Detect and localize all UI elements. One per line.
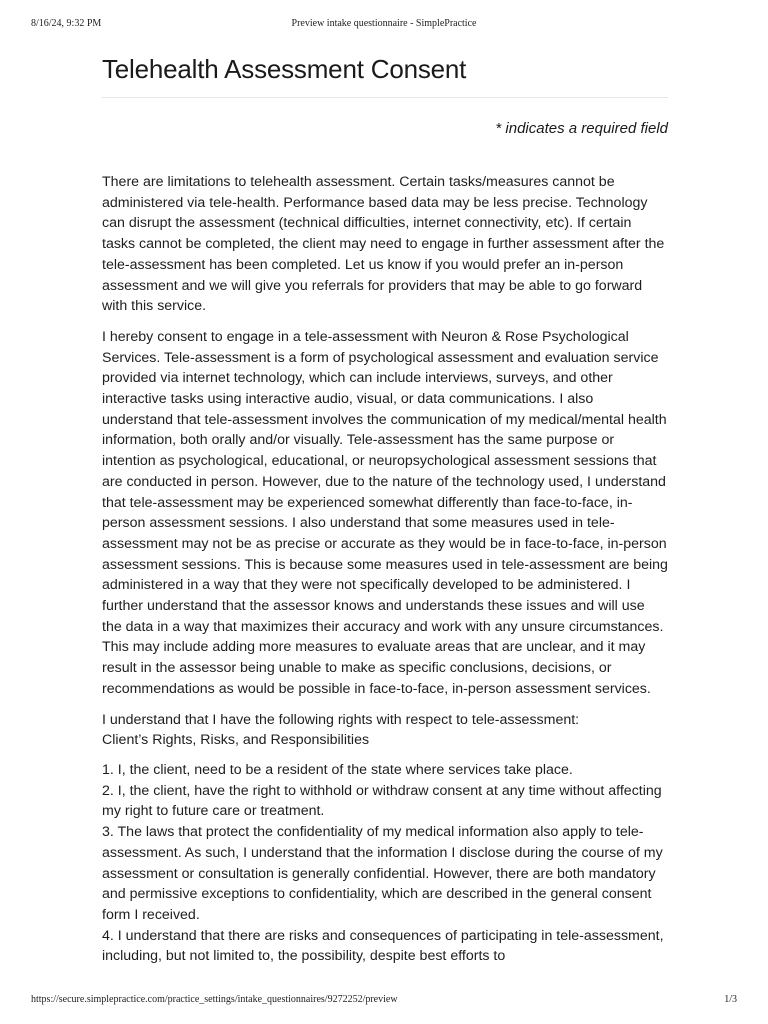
- rights-intro-line: I understand that I have the following rights with respect to tele-assessment:: [102, 711, 580, 728]
- rights-list: [102, 760, 668, 967]
- required-field-note: * indicates a required field: [495, 120, 668, 137]
- page-number: 1/3: [724, 994, 737, 1005]
- rights-heading: Client’s Rights, Risks, and Responsibilities: [102, 732, 370, 749]
- print-header: [31, 18, 737, 32]
- print-url: https://secure.simplepractice.com/practice_settings/intake_questionnaires/9272252/preview: [31, 994, 398, 1005]
- consent-form: [102, 52, 668, 967]
- rights-intro: [102, 710, 668, 751]
- print-document-title: Preview intake questionnaire - SimplePractice: [291, 18, 477, 29]
- rights-list-item: 4. I understand that there are risks and consequences of participating in tele-assessment, including, but not limited to, the possibility, despite best efforts to: [102, 927, 664, 965]
- title-divider: [102, 97, 668, 98]
- page-title: Telehealth Assessment Consent: [102, 54, 467, 84]
- rights-list-item: 1. I, the client, need to be a resident of the state where services take place.: [102, 761, 573, 778]
- consent-paragraph: I hereby consent to engage in a tele-assessment with Neuron & Rose Psychological Services. Tele-assessment is a form of psychological assessment and evaluation service provided via internet technology, which can include interviews, surveys, and other interactive tasks using interactive audio, visual, or data communications. I also understand that tele-assessment involves the communication of my medical/mental health information, both orally and/or visually. Tele-assessment has the same purpose or intention as psychological, educational, or neuropsychological assessment sessions that are conducted in person. However, due to the nature of the technology used, I understand that tele-assessment may be experienced somewhat differently than face-to-face, in-person assessment sessions. I also understand that some measures used in tele-assessment may not be as precise or accurate as they would be in face-to-face, in-person assessment sessions. This is because some measures used in tele-assessment are being administered in a way that they were not specifically developed to be administered. I further understand that the assessor knows and understands these issues and will use the data in a way that maximizes their accuracy and work with any unsure circumstances. This may include adding more measures to evaluate areas that are unclear, and it may result in the assessor being unable to make as specific conclusions, decisions, or recommendations as would be possible in face-to-face, in-person assessment services.: [102, 328, 668, 697]
- spacer: [102, 751, 668, 760]
- limitations-paragraph: There are limitations to telehealth assessment. Certain tasks/measures cannot be administered via tele-health. Performance based data may be less precise. Technology can disrupt the assessment (technical difficulties, internet connectivity, etc). If certain tasks cannot be completed, the client may need to engage in further assessment after the tele-assessment has been completed. Let us know if you would prefer an in-person assessment and we will give you referrals for providers that may be able to go forward with this service.: [102, 174, 665, 315]
- rights-list-item: 2. I, the client, have the right to withhold or withdraw consent at any time without affecting my right to future care or treatment.: [102, 782, 662, 820]
- print-footer: [31, 994, 737, 1008]
- print-datetime: 8/16/24, 9:32 PM: [31, 18, 102, 29]
- consent-body: [102, 172, 668, 967]
- rights-list-item: 3. The laws that protect the confidentiality of my medical information also apply to tele-assessment. As such, I understand that the information I disclose during the course of my assessment or consultation is generally confidential. However, there are both mandatory and permissive exceptions to confidentiality, which are described in the general consent form I received.: [102, 824, 663, 923]
